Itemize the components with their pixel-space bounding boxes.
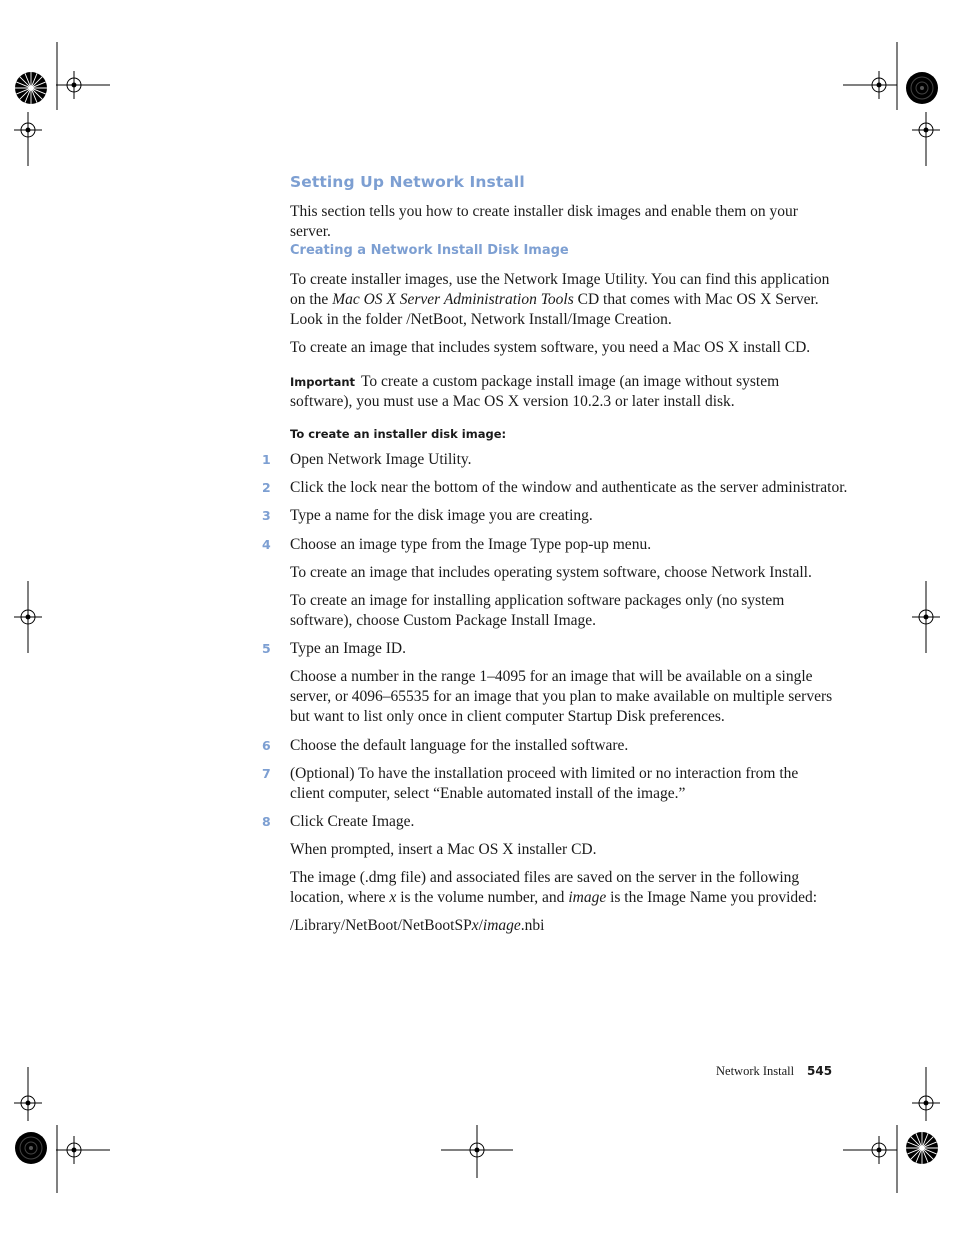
- step-text: Choose the default language for the installed software.: [290, 737, 629, 754]
- subsection-title: Creating a Network Install Disk Image: [290, 243, 569, 258]
- page-number: 545: [807, 1064, 833, 1078]
- book-title: Mac OS X Server Administration Tools: [332, 291, 574, 308]
- step-number: 1: [262, 452, 271, 467]
- step-number: 3: [262, 508, 271, 523]
- step-note: When prompted, insert a Mac OS X installer CD.: [290, 841, 597, 858]
- step-text: Click the lock near the bottom of the window and authenticate as the server administrator.: [290, 479, 848, 496]
- step-number: 6: [262, 738, 271, 753]
- step-number: 8: [262, 814, 271, 829]
- important-note: Important To create a custom package install image (an image without system software), you must use a Mac OS X version 10.2.3 or later install disk.: [290, 373, 780, 410]
- intro-paragraph: To create installer images, use the Network Image Utility. You can find this application on the Mac OS X Server Administration Tools CD that comes with Mac OS X Server. Look in the folder /NetBoot, Network Install/Image Creation.: [290, 271, 830, 328]
- step-number: 5: [262, 641, 271, 656]
- procedure-title: To create an installer disk image:: [290, 427, 507, 441]
- step-text: Click Create Image.: [290, 813, 415, 830]
- step-text: Open Network Image Utility.: [290, 451, 472, 468]
- section-intro: This section tells you how to create installer disk images and enable them on your server.: [290, 203, 798, 240]
- step-note: To create an image that includes operating system software, choose Network Install.: [290, 564, 812, 581]
- step-text: Choose an image type from the Image Type pop-up menu.: [290, 536, 652, 553]
- step-note: The image (.dmg file) and associated files are saved on the server in the following location, where x is the volume number, and image is the Image Name you provided:: [290, 869, 818, 906]
- file-path: /Library/NetBoot/NetBootSPx/image.nbi: [290, 917, 545, 934]
- section-title: Setting Up Network Install: [290, 173, 525, 191]
- step-text: Type a name for the disk image you are creating.: [290, 507, 593, 524]
- important-label: Important: [290, 375, 356, 389]
- step-text: Type an Image ID.: [290, 640, 406, 657]
- step-number: 4: [262, 537, 271, 552]
- step-note: To create an image for installing application software packages only (no system software), choose Custom Package Install Image.: [290, 592, 785, 629]
- step-number: 2: [262, 480, 271, 495]
- step-note: Choose a number in the range 1–4095 for an image that will be available on a single server, or 4096–65535 for an image that you plan to make available on multiple servers but want to list only once in client computer Startup Disk preferences.: [290, 668, 833, 725]
- step-text: (Optional) To have the installation proceed with limited or no interaction from the client computer, select “Enable automated install of the image.”: [290, 765, 799, 802]
- step-number: 7: [262, 766, 271, 781]
- footer-chapter: Network Install: [716, 1064, 795, 1078]
- requirement-paragraph: To create an image that includes system software, you need a Mac OS X install CD.: [290, 339, 811, 356]
